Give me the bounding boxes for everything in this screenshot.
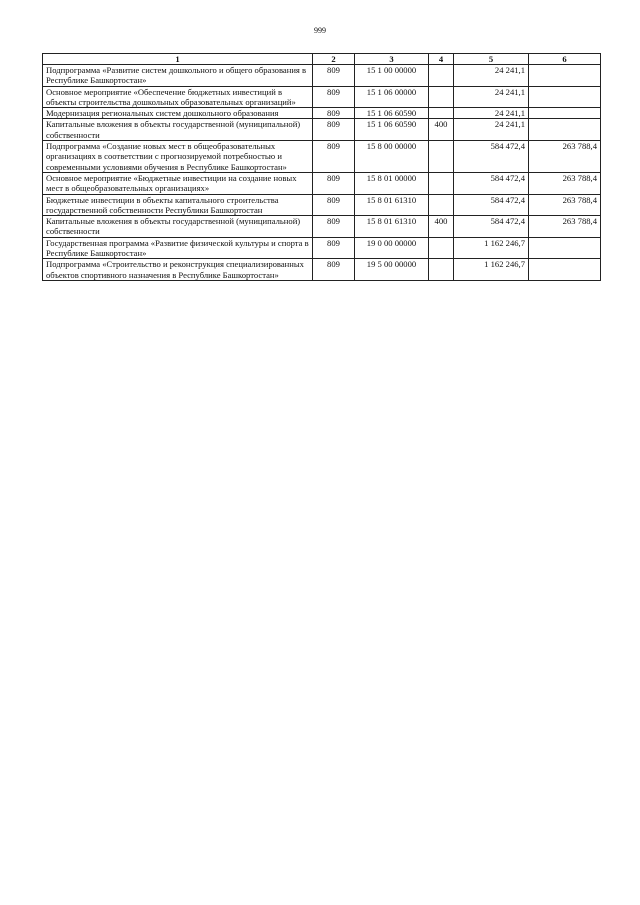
- row-code: 809: [313, 141, 355, 173]
- row-name: Основное мероприятие «Бюджетные инвестиции на создание новых мест в общеобразовательных организациях»: [43, 172, 313, 194]
- row-amount-2: [529, 119, 601, 141]
- row-target: 19 5 00 00000: [355, 259, 429, 281]
- row-amount-1: 24 241,1: [454, 108, 529, 119]
- row-amount-2: 263 788,4: [529, 216, 601, 238]
- row-code: 809: [313, 86, 355, 108]
- row-target: 15 1 06 00000: [355, 86, 429, 108]
- row-target: 15 8 01 61310: [355, 216, 429, 238]
- row-amount-1: 24 241,1: [454, 119, 529, 141]
- row-amount-1: 584 472,4: [454, 194, 529, 216]
- row-target: 15 8 01 61310: [355, 194, 429, 216]
- row-name: Подпрограмма «Строительство и реконструкция специализированных объектов спортивного назначения в Республике Башкортостан»: [43, 259, 313, 281]
- row-code: 809: [313, 237, 355, 259]
- row-type: 400: [429, 216, 454, 238]
- row-code: 809: [313, 65, 355, 87]
- table-row: [43, 259, 601, 281]
- column-header-3: 3: [355, 54, 429, 65]
- row-type: 400: [429, 119, 454, 141]
- row-code: 809: [313, 108, 355, 119]
- row-amount-1: 24 241,1: [454, 86, 529, 108]
- budget-table: [42, 53, 601, 281]
- row-type: [429, 86, 454, 108]
- row-type: [429, 108, 454, 119]
- row-amount-2: [529, 237, 601, 259]
- row-name: Государственная программа «Развитие физической культуры и спорта в Республике Башкортостан»: [43, 237, 313, 259]
- row-type: [429, 237, 454, 259]
- row-amount-2: [529, 65, 601, 87]
- row-amount-1: 24 241,1: [454, 65, 529, 87]
- row-amount-2: [529, 108, 601, 119]
- row-amount-2: 263 788,4: [529, 194, 601, 216]
- table-row: [43, 237, 601, 259]
- row-amount-2: 263 788,4: [529, 172, 601, 194]
- row-amount-1: 584 472,4: [454, 172, 529, 194]
- row-target: 15 1 00 00000: [355, 65, 429, 87]
- column-header-4: 4: [429, 54, 454, 65]
- row-code: 809: [313, 119, 355, 141]
- column-header-2: 2: [313, 54, 355, 65]
- page-number: 999: [314, 26, 326, 35]
- column-header-1: 1: [43, 54, 313, 65]
- row-target: 19 0 00 00000: [355, 237, 429, 259]
- row-amount-2: [529, 259, 601, 281]
- row-type: [429, 194, 454, 216]
- row-amount-2: 263 788,4: [529, 141, 601, 173]
- column-header-6: 6: [529, 54, 601, 65]
- row-type: [429, 259, 454, 281]
- table-row: [43, 141, 601, 173]
- table-header-row: [43, 54, 601, 65]
- row-code: 809: [313, 194, 355, 216]
- table-row: [43, 86, 601, 108]
- row-amount-1: 1 162 246,7: [454, 259, 529, 281]
- row-target: 15 8 00 00000: [355, 141, 429, 173]
- table-row: [43, 194, 601, 216]
- row-target: 15 1 06 60590: [355, 108, 429, 119]
- table-row: [43, 65, 601, 87]
- row-code: 809: [313, 172, 355, 194]
- table-row: [43, 108, 601, 119]
- table-row: [43, 216, 601, 238]
- row-name: Подпрограмма «Развитие систем дошкольного и общего образования в Республике Башкортостан»: [43, 65, 313, 87]
- row-code: 809: [313, 216, 355, 238]
- row-name: Бюджетные инвестиции в объекты капитального строительства государственной собственности Республики Башкортостан: [43, 194, 313, 216]
- row-type: [429, 172, 454, 194]
- table-row: [43, 119, 601, 141]
- row-name: Капитальные вложения в объекты государственной (муниципальной) собственности: [43, 216, 313, 238]
- row-type: [429, 141, 454, 173]
- row-amount-1: 584 472,4: [454, 216, 529, 238]
- row-target: 15 8 01 00000: [355, 172, 429, 194]
- row-name: Капитальные вложения в объекты государственной (муниципальной) собственности: [43, 119, 313, 141]
- table-row: [43, 172, 601, 194]
- row-code: 809: [313, 259, 355, 281]
- row-type: [429, 65, 454, 87]
- row-target: 15 1 06 60590: [355, 119, 429, 141]
- row-name: Модернизация региональных систем дошкольного образования: [43, 108, 313, 119]
- column-header-5: 5: [454, 54, 529, 65]
- row-amount-2: [529, 86, 601, 108]
- row-amount-1: 584 472,4: [454, 141, 529, 173]
- row-name: Подпрограмма «Создание новых мест в общеобразовательных организациях в соответствии с прогнозируемой потребностью и современными условиями обучения в Республике Башкортостан»: [43, 141, 313, 173]
- row-amount-1: 1 162 246,7: [454, 237, 529, 259]
- row-name: Основное мероприятие «Обеспечение бюджетных инвестиций в объекты строительства дошкольных образовательных организаций»: [43, 86, 313, 108]
